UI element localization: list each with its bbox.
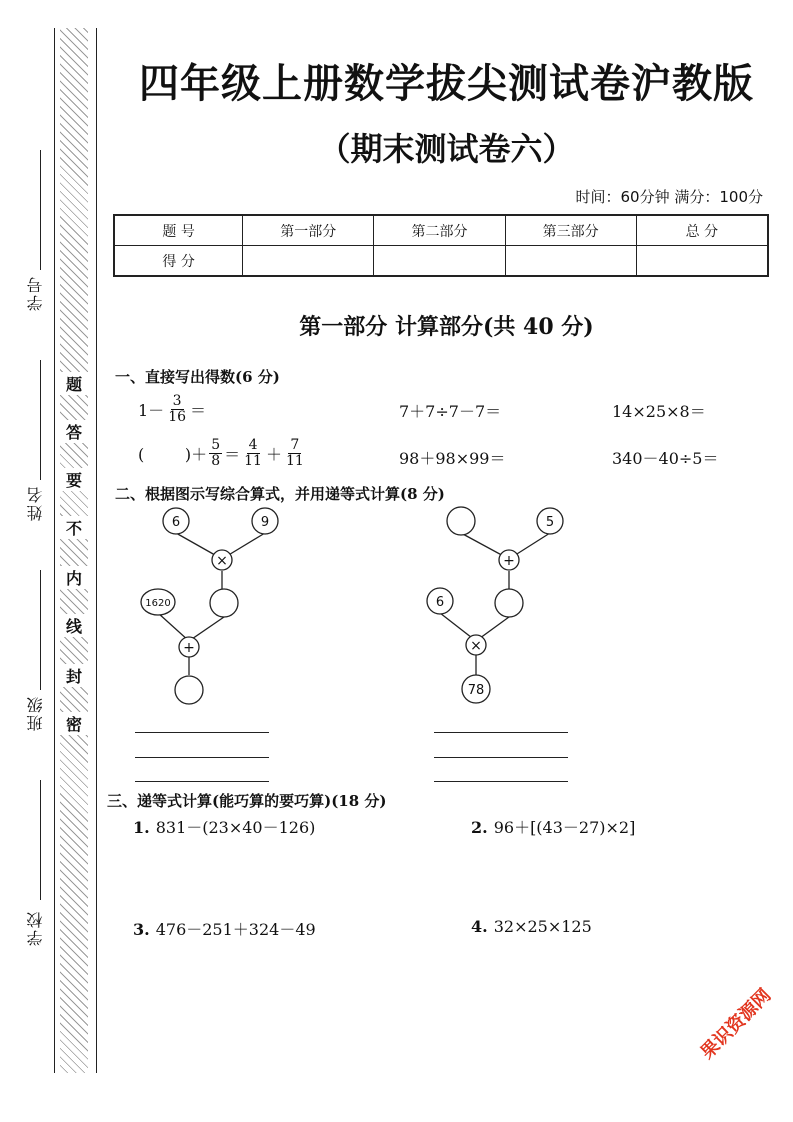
- score-cell[interactable]: [505, 246, 636, 277]
- page-subtitle: （期末测试卷六）: [318, 130, 575, 168]
- problem-4: [471, 917, 592, 936]
- section1-heading: 一、直接写出得数(6 分): [115, 368, 280, 386]
- fraction-numerator: 5: [211, 437, 221, 453]
- calc-text: ＝: [224, 445, 241, 464]
- seal-char: 要: [60, 468, 88, 491]
- score-table-header-row: [114, 215, 768, 246]
- calc-item-e: 98＋98×99＝: [399, 449, 506, 468]
- time-info: 时间：60分钟 满分：100分: [575, 188, 763, 206]
- fraction-numerator: 4: [248, 437, 258, 453]
- score-header-cell: 第一部分: [243, 215, 374, 246]
- seal-char: 题: [60, 372, 88, 395]
- fraction-denominator: 11: [244, 453, 262, 469]
- operation-tree-2: [410, 505, 580, 710]
- tree1-mid-left-value: 1620: [145, 598, 171, 609]
- score-header-cell: 总 分: [636, 215, 768, 246]
- problem-expression: 32×25×125: [493, 917, 592, 936]
- problem-3: [133, 917, 316, 940]
- answer-line[interactable]: [135, 781, 269, 782]
- fraction: [209, 438, 222, 469]
- tree1-top-left-value: 6: [171, 515, 181, 530]
- problem-2: [471, 815, 635, 838]
- tree2-op1-symbol: +: [503, 553, 515, 569]
- operation-tree-1: [130, 505, 300, 710]
- score-header-cell: 第二部分: [374, 215, 505, 246]
- calc-item-b: 7＋7÷7－7＝: [399, 402, 502, 421]
- calc-item-a: [138, 394, 206, 425]
- seal-char: 内: [60, 566, 88, 589]
- tree1-node-bottom[interactable]: [175, 676, 203, 704]
- calc-text: ＋: [265, 445, 282, 464]
- page-title: 四年级上册数学拔尖测试卷沪教版: [139, 61, 754, 107]
- tree2-top-right-value: 5: [545, 515, 555, 530]
- problem-expression: 831－(23×40－126): [155, 818, 316, 837]
- answer-line[interactable]: [135, 732, 269, 733]
- watermark: 果识资源网: [696, 984, 776, 1064]
- tree2-op2-symbol: ×: [470, 638, 482, 654]
- seal-char: 答: [60, 420, 88, 443]
- binding-rule-outer: [96, 28, 97, 1073]
- fraction-denominator: 8: [211, 453, 221, 469]
- fraction-numerator: 7: [290, 437, 300, 453]
- problem-number: 3.: [133, 920, 150, 939]
- problem-number: 1.: [133, 818, 150, 837]
- school-label: 学校: [26, 910, 45, 946]
- fraction: [166, 394, 188, 425]
- part1-title: 第一部分 计算部分(共 40 分): [299, 314, 594, 340]
- name-line: [40, 360, 41, 480]
- class-line: [40, 570, 41, 690]
- score-cell[interactable]: [374, 246, 505, 277]
- seal-char: 线: [60, 614, 88, 637]
- fraction: [284, 438, 306, 469]
- answer-line[interactable]: [434, 757, 568, 758]
- answer-line[interactable]: [434, 781, 568, 782]
- class-label: 班级: [26, 695, 45, 731]
- calc-text: ＝: [190, 401, 207, 420]
- seal-char: 不: [60, 516, 88, 539]
- answer-line[interactable]: [434, 732, 568, 733]
- tree2-bottom-value: 78: [467, 683, 485, 698]
- student-id-label: 学号: [26, 275, 45, 311]
- problem-expression: 96＋[(43－27)×2]: [493, 818, 636, 837]
- seal-char: 封: [60, 664, 88, 687]
- section2-heading: 二、根据图示写综合算式，并用递等式计算(8 分): [115, 485, 445, 503]
- seal-char: 密: [60, 712, 88, 735]
- section3-heading: 三、递等式计算(能巧算的要巧算)(18 分): [107, 792, 387, 810]
- tree2-node-top-left[interactable]: [447, 507, 475, 535]
- fraction-denominator: 16: [168, 409, 187, 425]
- calc-item-c: 14×25×8＝: [612, 402, 706, 421]
- tree2-node-mid-right[interactable]: [495, 589, 523, 617]
- calc-text: 1－: [138, 401, 165, 420]
- problem-1: [133, 815, 315, 838]
- binding-hatch: [60, 28, 88, 1073]
- calc-item-f: 340－40÷5＝: [612, 449, 719, 468]
- problem-expression: 476－251＋324－49: [155, 920, 316, 939]
- name-label: 姓名: [26, 485, 45, 521]
- calc-item-d: [138, 438, 308, 469]
- problem-number: 2.: [471, 818, 488, 837]
- calc-text: ( )＋: [138, 445, 208, 464]
- score-cell[interactable]: [243, 246, 374, 277]
- school-line: [40, 780, 41, 900]
- score-header-cell: 第三部分: [505, 215, 636, 246]
- score-row-label: 得 分: [114, 246, 243, 277]
- tree2-mid-left-value: 6: [435, 595, 445, 610]
- score-header-cell: 题 号: [114, 215, 243, 246]
- fraction-denominator: 11: [285, 453, 304, 469]
- score-cell[interactable]: [636, 246, 768, 277]
- tree1-op2-symbol: +: [183, 640, 195, 656]
- score-table-score-row: [114, 246, 768, 277]
- fraction-numerator: 3: [172, 393, 182, 409]
- tree1-op1-symbol: ×: [216, 553, 228, 569]
- answer-line[interactable]: [135, 757, 269, 758]
- tree1-node-mid-right[interactable]: [210, 589, 238, 617]
- binding-strip: [0, 0, 100, 1122]
- problem-number: 4.: [471, 917, 488, 936]
- binding-rule-inner: [54, 28, 55, 1073]
- fraction: [242, 438, 264, 469]
- score-table: [113, 214, 769, 277]
- tree1-top-right-value: 9: [260, 515, 270, 530]
- student-id-line: [40, 150, 41, 270]
